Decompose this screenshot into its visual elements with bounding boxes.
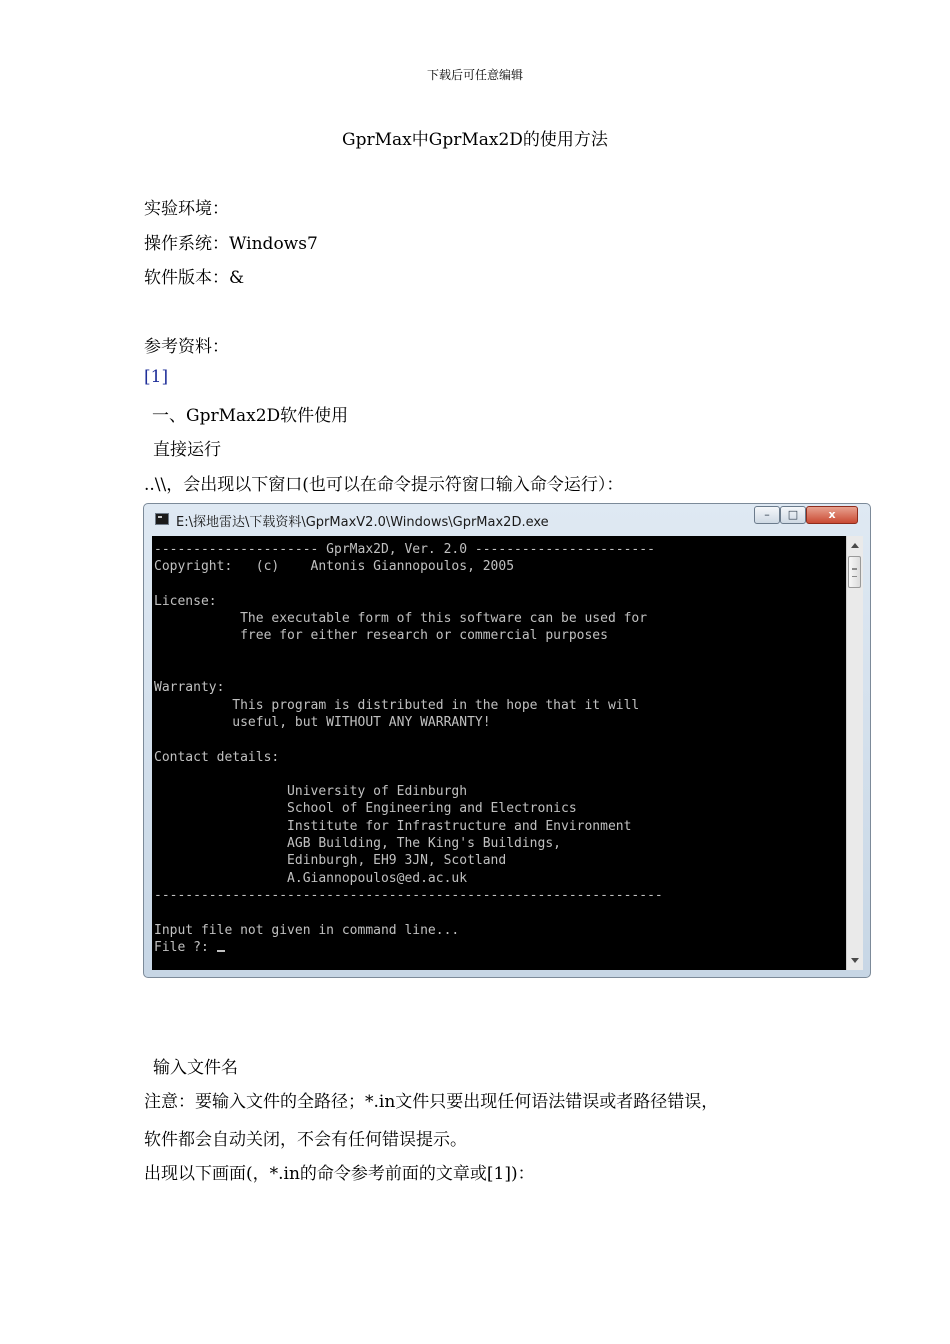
note-line-1: 注意：要输入文件的全路径；*.in文件只要出现任何语法错误或者路径错误， [144, 1092, 719, 1112]
window-title: E:\探地雷达\下载资料\GprMaxV2.0\Windows\GprMax2D.exe [176, 515, 549, 530]
document-title: GprMax中GprMax2D的使用方法 [342, 130, 608, 150]
version-line: 软件版本：& [144, 268, 245, 288]
input-filename-text: 输入文件名 [153, 1058, 238, 1078]
text-cursor [217, 950, 225, 952]
note-line-2: 软件都会自动关闭，不会有任何错误提示。 [144, 1130, 467, 1150]
maximize-button[interactable]: □ [780, 506, 806, 524]
environment-heading: 实验环境： [144, 199, 229, 219]
window-titlebar[interactable] [144, 504, 870, 536]
scrollbar-thumb[interactable] [848, 556, 861, 588]
console-window [143, 503, 871, 978]
console-text: --------------------- GprMax2D, Ver. 2.0 ----------------------- Copyright: (c) Antonis Giannopoulos, 2005 License: The executable form of this software can be used for free for either research or commercial purposes Warranty: This program is distributed in the hope that it will useful, but WITHOUT ANY WARRANTY! Contact details: University of Edinburgh School of Engineering and Electronics Institute for Infrastructure and Environment AGB Building, The King's Buildings, Edinburgh, EH9 3JN, Scotland A.Giannopoulos@ed.ac.uk ----------------------------------------------------------------- Input file not given in command line... File ?: [154, 542, 663, 955]
os-line: 操作系统：Windows7 [144, 234, 318, 254]
section-heading: 一、GprMax2D软件使用 [152, 406, 349, 426]
note-line-3: 出现以下画面(，*.in的命令参考前面的文章或[1])： [144, 1164, 535, 1184]
run-note: ..\\，会出现以下窗口(也可以在命令提示符窗口输入命令运行）： [144, 475, 624, 495]
console-app-icon [155, 513, 169, 525]
vertical-scrollbar[interactable] [846, 536, 863, 970]
references-heading: 参考资料： [144, 337, 229, 357]
minimize-button[interactable]: – [754, 506, 780, 524]
reference-link-1[interactable]: [1] [144, 367, 169, 387]
page-header: 下载后可任意编辑 [426, 68, 523, 82]
scroll-down-arrow-icon[interactable] [851, 958, 859, 963]
close-button[interactable]: x [806, 506, 858, 524]
run-directly-text: 直接运行 [153, 440, 221, 460]
console-output[interactable] [152, 536, 846, 970]
scroll-up-arrow-icon[interactable] [851, 543, 859, 548]
